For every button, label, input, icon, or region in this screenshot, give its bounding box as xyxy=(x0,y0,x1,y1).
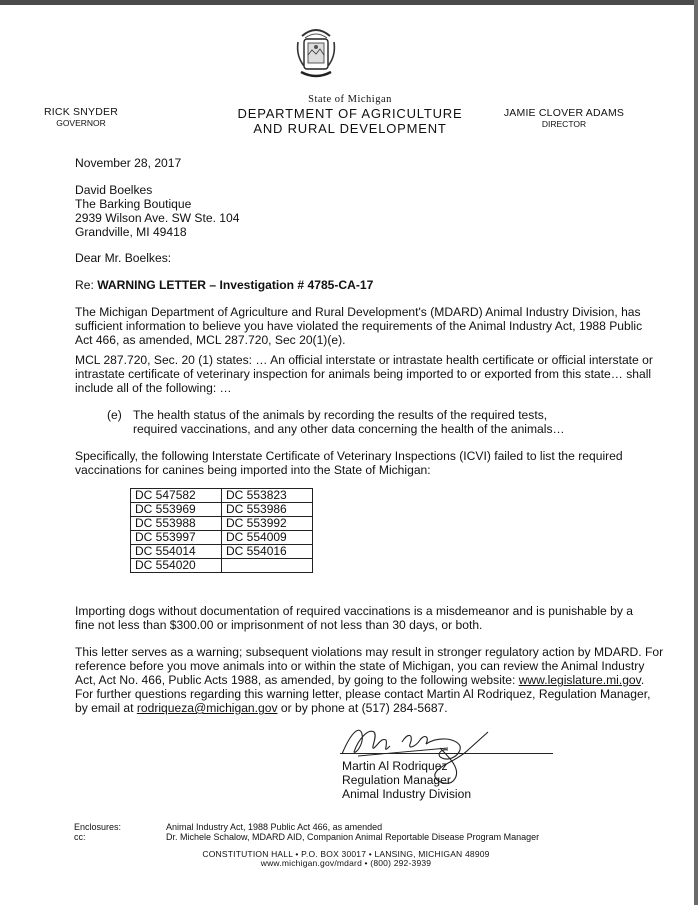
paragraph-violation: The Michigan Department of Agriculture and Rural Development's (MDARD) Animal Industry Division, has sufficient information to believe you have violated the requirements of the Animal Industry Act, 1988 Public Act 466, as amended, MCL 287.720, Sec 20(1)(e). xyxy=(75,305,643,347)
top-border xyxy=(0,0,698,5)
enclosures-label: Enclosures: xyxy=(74,822,122,832)
table-cell: DC 553986 xyxy=(222,503,313,517)
signature-line xyxy=(340,753,553,754)
recipient-city: Grandville, MI 49418 xyxy=(75,225,187,239)
warning-text-3: or by phone at (517) 284-5687. xyxy=(277,701,448,715)
table-cell: DC 554009 xyxy=(222,531,313,545)
table-row xyxy=(131,531,313,545)
director-name: JAMIE CLOVER ADAMS xyxy=(503,107,625,119)
legislature-link[interactable]: www.legislature.mi.gov xyxy=(518,673,641,687)
table-cell: DC 547582 xyxy=(131,489,222,503)
item-line1: The health status of the animals by recording the results of the required tests, xyxy=(133,408,548,422)
governor-title: GOVERNOR xyxy=(56,118,106,128)
signer-name: Martin Al Rodriquez xyxy=(342,759,448,773)
table-cell: DC 553992 xyxy=(222,517,313,531)
state-name: State of Michigan xyxy=(308,94,392,105)
recipient-name: David Boelkes xyxy=(75,183,153,197)
table-cell: DC 553823 xyxy=(222,489,313,503)
enclosure-item: Animal Industry Act, 1988 Public Act 466, as amended xyxy=(166,822,383,832)
signer-block xyxy=(342,759,471,801)
footer-address: CONSTITUTION HALL • P.O. BOX 30017 • LANSING, MICHIGAN 48909 xyxy=(202,849,490,859)
table-cell: DC 553988 xyxy=(131,517,222,531)
email-link[interactable]: rodriqueza@michigan.gov xyxy=(136,701,278,715)
department-line1: DEPARTMENT OF AGRICULTURE xyxy=(237,106,463,121)
table-row xyxy=(131,517,313,531)
department-line2: AND RURAL DEVELOPMENT xyxy=(253,121,447,136)
salutation: Dear Mr. Boelkes: xyxy=(75,251,172,265)
table-cell: DC 553969 xyxy=(131,503,222,517)
subject-prefix: Re: xyxy=(75,278,98,292)
table-cell xyxy=(222,559,313,573)
table-cell: DC 554016 xyxy=(222,545,313,559)
paragraph-statute: MCL 287.720, Sec. 20 (1) states: … An official interstate or intrastate health certificate or official interstate or intrastate certificate of veterinary inspection for animals being imported to or exported from this state… shall include all of the following: … xyxy=(75,353,653,395)
item-marker: (e) xyxy=(107,408,122,422)
governor-block xyxy=(36,106,126,128)
director-block xyxy=(484,107,644,129)
paragraph-icvi: Specifically, the following Interstate Certificate of Veterinary Inspections (ICVI) failed to list the required vaccinations for canines being imported into the State of Michigan: xyxy=(75,449,623,477)
signer-title: Regulation Manager xyxy=(342,773,451,787)
right-border xyxy=(694,0,698,905)
recipient-street: 2939 Wilson Ave. SW Ste. 104 xyxy=(75,211,240,225)
cc-item: Dr. Michele Schalow, MDARD AID, Companion Animal Reportable Disease Program Manager xyxy=(166,832,540,842)
director-title: DIRECTOR xyxy=(541,119,587,129)
letter-footer xyxy=(166,850,526,868)
subject-line xyxy=(75,278,373,292)
table-cell: DC 553997 xyxy=(131,531,222,545)
recipient-business: The Barking Boutique xyxy=(75,197,192,211)
enclosure-labels xyxy=(74,822,121,842)
governor-name: RICK SNYDER xyxy=(44,106,118,118)
department-block xyxy=(190,93,510,136)
subject-title: WARNING LETTER – Investigation # 4785-CA-17 xyxy=(97,278,374,292)
table-cell: DC 554014 xyxy=(131,545,222,559)
statute-item-e xyxy=(107,408,587,436)
paragraph-penalty: Importing dogs without documentation of required vaccinations is a misdemeanor and is punishable by a fine not less than $300.00 or imprisonment of not less than 30 days, or both. xyxy=(75,604,633,632)
recipient-address xyxy=(75,183,239,239)
letter-date: November 28, 2017 xyxy=(75,156,182,170)
cc-label: cc: xyxy=(74,832,86,842)
item-line2: required vaccinations, and any other data concerning the health of the animals… xyxy=(133,422,565,436)
enclosure-details xyxy=(166,822,539,842)
table-row xyxy=(131,545,313,559)
icvi-table xyxy=(130,488,313,573)
table-row xyxy=(131,503,313,517)
signer-division: Animal Industry Division xyxy=(342,787,472,801)
warning-text-2: . For further questions regarding this warning letter, please contact Martin Al Rodriquez, Regulation Manager, by email at xyxy=(75,673,651,715)
table-cell: DC 554020 xyxy=(131,559,222,573)
paragraph-warning xyxy=(75,645,665,715)
table-row xyxy=(131,559,313,573)
footer-web: www.michigan.gov/mdard • (800) 292-3939 xyxy=(260,858,432,868)
table-row xyxy=(131,489,313,503)
michigan-state-seal-icon xyxy=(293,22,339,82)
warning-text-1: This letter serves as a warning; subsequent violations may result in stronger regulatory action by MDARD. For reference before you move animals into or within the state of Michigan, you can review the Animal Industry Act, Act No. 466, Public Acts 1988, as amended, by going to the following website: xyxy=(75,645,664,687)
